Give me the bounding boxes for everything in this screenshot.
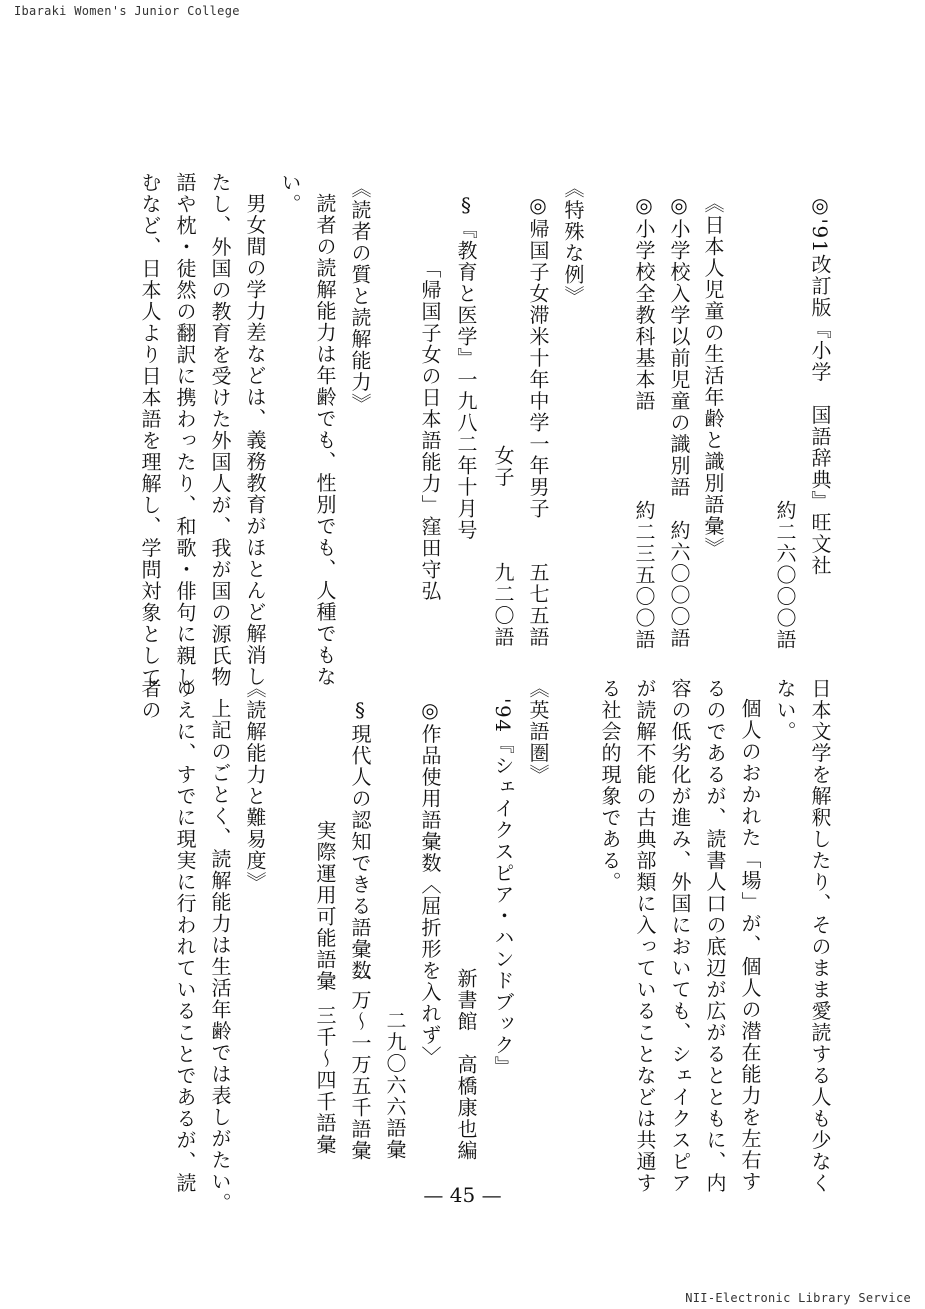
shakespeare-book: '94『シェイクスピア・ハンドブック』 (491, 698, 515, 1078)
source-article: 「帰国子女の日本語能力」窪田守弘 (418, 258, 442, 602)
lower-line7: る社会的現象である。 (598, 678, 622, 893)
elementary-label: ◎小学校全教科基本語 (632, 193, 656, 412)
para2-line1: 男女間の学力差などは、義務教育がほとんど解消し (243, 193, 267, 688)
practical-count: 三千～四千語彙 (313, 1005, 337, 1156)
lower-line4: るのであるが、読書人口の底辺が広がるとともに、内 (703, 678, 727, 1194)
works-vocab-count: 二九〇六六語彙 (383, 1010, 407, 1161)
lower-line6: が読解不能の古典部類に入っていることなどは共通す (633, 678, 657, 1194)
para2-line2: たし、外国の教育を受けた外国人が、我が国の源氏物 (208, 172, 232, 688)
para1-line1: 読者の読解能力は年齢でも、性別でも、人種でもな (313, 193, 337, 688)
source-title: §『教育と医学』一九八二年十月号 (454, 193, 478, 541)
lower-line3: 個人のおかれた「場」が、個人の潜在能力を左右す (738, 698, 762, 1193)
special-heading: 《特殊な例》 (561, 178, 585, 307)
age-heading: 《日本人児童の生活年齢と識別語彙》 (701, 193, 725, 559)
works-vocab-label: ◎作品使用語彙数〈屈折形を入れず〉 (418, 698, 442, 1068)
dictionary-count: 約二六〇〇〇語 (773, 500, 797, 651)
difficulty-heading: 《読解能力と難易度》 (243, 678, 267, 893)
dictionary-title: ◎'91改訂版『小学 国語辞典』旺文社 (808, 193, 832, 577)
elementary-count: 約二三五〇〇語 (632, 500, 656, 651)
practical-label: 実際運用可能語彙 (313, 820, 337, 992)
modern-count: 一万～一万五千語彙 (348, 968, 372, 1162)
english-heading: 《英語圏》 (526, 678, 550, 786)
returnee-girl-count: 九二〇語 (491, 562, 515, 648)
quality-heading: 《読者の質と読解能力》 (348, 178, 372, 415)
page-number: — 45 — (423, 1183, 502, 1207)
shakespeare-publisher: 新書館 高橋康也編 (454, 968, 478, 1162)
lower-line2: ない。 (773, 678, 797, 743)
modern-label: §現代人の認知できる語彙数 (348, 698, 372, 982)
lower-line1: 日本文学を解釈したり、そのまま愛読する人も少なく (808, 678, 832, 1194)
para2-line3: 語や枕・徒然の翻訳に携わったり、和歌・俳句に親し (173, 172, 197, 688)
returnee-label: ◎帰国子女滞米十年中学一年男子 (526, 193, 550, 520)
lower-para-line1: 上記のごとく、読解能力は生活年齢では表しがたい。 (208, 698, 232, 1214)
preschool-label: ◎小学校入学以前児童の識別語 (667, 193, 691, 498)
para1-line2: い。 (278, 172, 302, 215)
preschool-count: 約六〇〇〇語 (667, 520, 691, 649)
lower-para-line3: 者の (138, 678, 162, 721)
header-institution: Ibaraki Women's Junior College (14, 4, 240, 18)
lower-para-line2: ゆえに、すでに現実に行われていることであるが、読 (173, 678, 197, 1194)
returnee-girl-label: 女子 (491, 445, 515, 488)
lower-line5: 容の低劣化が進み、外国においても、シェイクスピア (668, 678, 692, 1194)
footer-service: NII-Electronic Library Service (685, 1291, 911, 1305)
returnee-boy-count: 五七五語 (526, 562, 550, 648)
para2-line4: むなど、日本人より日本語を理解し、学問対象として (138, 172, 162, 688)
